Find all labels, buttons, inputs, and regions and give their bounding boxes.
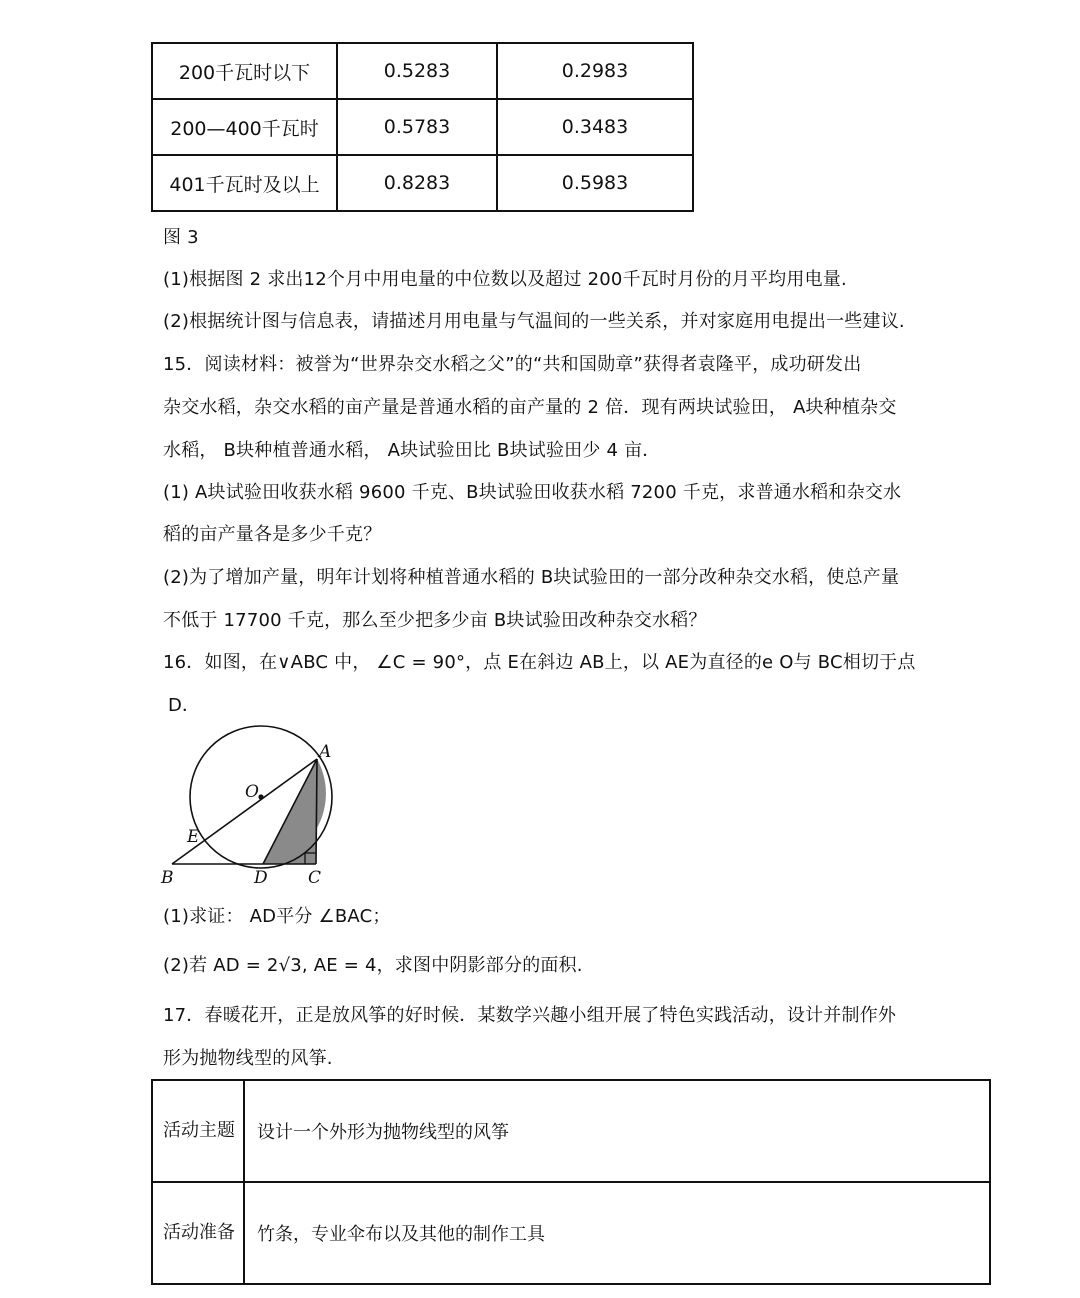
table-row — [152, 155, 693, 211]
table-row — [152, 43, 693, 99]
center-point — [258, 794, 263, 799]
question-15-line: 不低于 17700 千克，那么至少把多少亩 B块试验田改种杂交水稻？ — [163, 610, 707, 631]
label-a: A — [319, 742, 332, 762]
table-row — [152, 1182, 990, 1284]
question-14-part-2: (2)根据统计图与信息表，请描述月用电量与气温间的一些关系，并对家庭用电提出一些建议. — [163, 311, 905, 332]
table-header-cell: 活动主题 — [152, 1080, 244, 1182]
table-cell: 0.5783 — [337, 99, 497, 155]
question-16-part-2: (2)若 AD = 2√3, AE = 4，求图中阴影部分的面积. — [163, 955, 583, 976]
table-cell: 0.5983 — [497, 155, 693, 211]
question-17-line: 形为抛物线型的风筝. — [163, 1048, 333, 1069]
label-d: D — [254, 868, 268, 888]
segment-ac — [316, 759, 317, 864]
table-cell: 0.3483 — [497, 99, 693, 155]
table-cell: 设计一个外形为抛物线型的风筝 — [244, 1080, 990, 1182]
geometry-figure — [155, 735, 355, 895]
table-cell: 0.5283 — [337, 43, 497, 99]
table-row — [152, 1080, 990, 1182]
question-14-part-1: (1)根据图 2 求出12个月中用电量的中位数以及超过 200千瓦时月份的月平均用电量. — [163, 269, 847, 290]
table-cell: 0.8283 — [337, 155, 497, 211]
table-cell: 200—400千瓦时 — [152, 99, 337, 155]
question-15-line: (2)为了增加产量，明年计划将种植普通水稻的 B块试验田的一部分改种杂交水稻，使总产量 — [163, 567, 900, 588]
label-b: B — [161, 868, 174, 888]
question-16-part-1: (1)求证： AD平分 ∠BAC； — [163, 906, 391, 927]
question-15-line: (1) A块试验田收获水稻 9600 千克、B块试验田收获水稻 7200 千克，求普通水稻和杂交水 — [163, 482, 902, 503]
figure-caption: 图 3 — [163, 227, 199, 248]
electricity-price-table — [151, 42, 694, 212]
question-15-line: 稻的亩产量各是多少千克？ — [163, 524, 382, 545]
label-c: C — [308, 868, 322, 888]
question-17-line: 17．春暖花开，正是放风筝的好时候．某数学兴趣小组开展了特色实践活动，设计并制作外 — [163, 1005, 897, 1026]
table-row — [152, 99, 693, 155]
activity-table — [151, 1079, 991, 1285]
table-cell: 竹条，专业伞布以及其他的制作工具 — [244, 1182, 990, 1284]
question-16-line: 16．如图，在∨ABC 中， ∠C = 90°，点 E在斜边 AB上，以 AE为直径的e O与 BC相切于点 — [163, 652, 916, 673]
table-cell: 200千瓦时以下 — [152, 43, 337, 99]
label-o: O — [245, 782, 259, 802]
circle-triangle-diagram — [155, 735, 355, 895]
question-16-line: D． — [168, 695, 201, 716]
table-cell: 401千瓦时及以上 — [152, 155, 337, 211]
question-15-line: 杂交水稻，杂交水稻的亩产量是普通水稻的亩产量的 2 倍．现有两块试验田， A块种植杂交 — [163, 397, 897, 418]
table-cell: 0.2983 — [497, 43, 693, 99]
label-e: E — [187, 827, 200, 847]
table-header-cell: 活动准备 — [152, 1182, 244, 1284]
question-15-line: 水稻， B块种植普通水稻， A块试验田比 B块试验田少 4 亩． — [163, 440, 661, 461]
question-15-line: 15．阅读材料：被誉为“世界杂交水稻之父”的“共和国勋章”获得者袁隆平，成功研发出 — [163, 354, 862, 375]
